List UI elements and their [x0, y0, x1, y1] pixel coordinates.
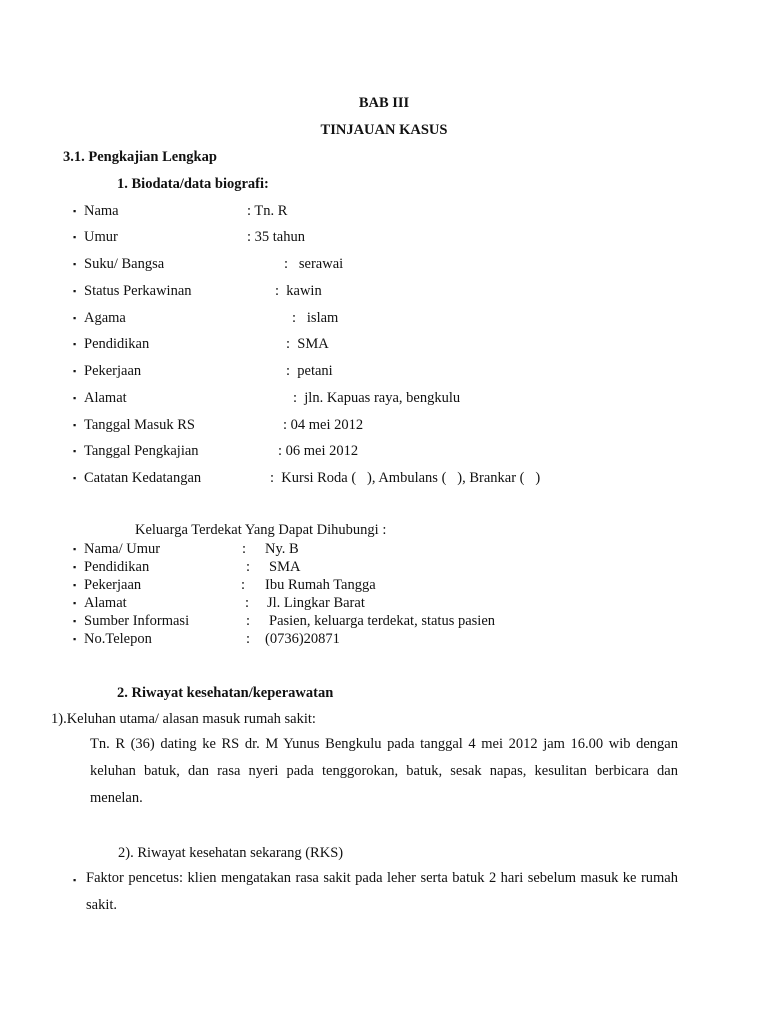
family-colon: :: [246, 631, 251, 647]
biodata-value: : jln. Kapuas raya, bengkulu: [293, 390, 461, 406]
bullet-icon: ▪: [73, 313, 77, 323]
biodata-label: Pekerjaan: [84, 363, 142, 379]
bullet-icon: ▪: [73, 393, 77, 403]
family-label: Pekerjaan: [84, 577, 142, 593]
bullet-icon: ▪: [73, 544, 77, 554]
biodata-label: Agama: [84, 310, 126, 326]
family-colon: :: [241, 577, 246, 593]
bullet-icon: ▪: [73, 634, 77, 644]
bullet-icon: ▪: [73, 259, 77, 269]
bullet-icon: ▪: [73, 232, 77, 242]
bullet-icon: ▪: [73, 562, 77, 572]
rks-bullet-text: Faktor pencetus: klien mengatakan rasa sakit pada leher serta batuk 2 hari sebelum masuk ke rumah sakit.: [86, 870, 678, 913]
family-value: Jl. Lingkar Barat: [267, 595, 365, 611]
biodata-value: : SMA: [286, 336, 329, 352]
rks-heading: 2). Riwayat kesehatan sekarang (RKS): [118, 845, 344, 861]
biodata-value: : petani: [286, 363, 333, 379]
biodata-value: : serawai: [284, 256, 344, 272]
bullet-icon: ▪: [73, 339, 77, 349]
bullet-icon: ▪: [73, 473, 77, 483]
biodata-label: Suku/ Bangsa: [84, 256, 165, 272]
biodata-label: Umur: [84, 229, 118, 245]
family-label: Sumber Informasi: [84, 613, 190, 629]
family-label: Pendidikan: [84, 559, 150, 575]
chapter-heading: BAB III: [358, 95, 410, 111]
family-value: Ny. B: [265, 541, 299, 557]
bullet-icon: ▪: [73, 420, 77, 430]
document-title: TINJAUAN KASUS: [320, 122, 448, 138]
family-colon: :: [245, 595, 250, 611]
bullet-icon: ▪: [73, 875, 77, 885]
biodata-heading: 1. Biodata/data biografi:: [117, 176, 269, 192]
family-colon: :: [246, 559, 251, 575]
family-value: Pasien, keluarga terdekat, status pasien: [269, 613, 496, 629]
history-heading: 2. Riwayat kesehatan/keperawatan: [117, 685, 334, 701]
family-colon: :: [246, 613, 251, 629]
biodata-value: : Tn. R: [247, 203, 288, 219]
biodata-label: Tanggal Pengkajian: [84, 443, 199, 459]
biodata-value: : 06 mei 2012: [278, 443, 359, 459]
biodata-value: : Kursi Roda ( ), Ambulans ( ), Brankar ( ): [270, 470, 541, 486]
biodata-label: Tanggal Masuk RS: [84, 417, 195, 433]
bullet-icon: ▪: [73, 616, 77, 626]
bullet-icon: ▪: [73, 286, 77, 296]
family-value: (0736)20871: [265, 631, 340, 647]
biodata-value: : islam: [292, 310, 339, 326]
biodata-label: Catatan Kedatangan: [84, 470, 202, 486]
family-label: No.Telepon: [84, 631, 152, 647]
bullet-icon: ▪: [73, 580, 77, 590]
complaint-paragraph: Tn. R (36) dating ke RS dr. M Yunus Bengkulu pada tanggal 4 mei 2012 jam 16.00 wib dengan keluhan batuk, dan rasa nyeri pada tenggorokan, batuk, sesak napas, kesulitan berbicara dan menelan.: [90, 736, 678, 806]
section-heading: 3.1. Pengkajian Lengkap: [63, 149, 217, 165]
bullet-icon: ▪: [73, 446, 77, 456]
biodata-label: Pendidikan: [84, 336, 150, 352]
family-value: SMA: [269, 559, 301, 575]
biodata-value: : kawin: [275, 283, 322, 299]
biodata-value: : 04 mei 2012: [283, 417, 364, 433]
bullet-icon: ▪: [73, 598, 77, 608]
biodata-value: : 35 tahun: [247, 229, 305, 245]
biodata-label: Status Perkawinan: [84, 283, 192, 299]
family-heading: Keluarga Terdekat Yang Dapat Dihubungi :: [135, 522, 387, 538]
family-label: Alamat: [84, 595, 127, 611]
complaint-heading: 1).Keluhan utama/ alasan masuk rumah sakit:: [51, 711, 316, 727]
family-value: Ibu Rumah Tangga: [265, 577, 376, 593]
biodata-label: Nama: [84, 203, 119, 219]
family-label: Nama/ Umur: [84, 541, 161, 557]
biodata-label: Alamat: [84, 390, 127, 406]
bullet-icon: ▪: [73, 206, 77, 216]
bullet-icon: ▪: [73, 366, 77, 376]
family-colon: :: [242, 541, 247, 557]
